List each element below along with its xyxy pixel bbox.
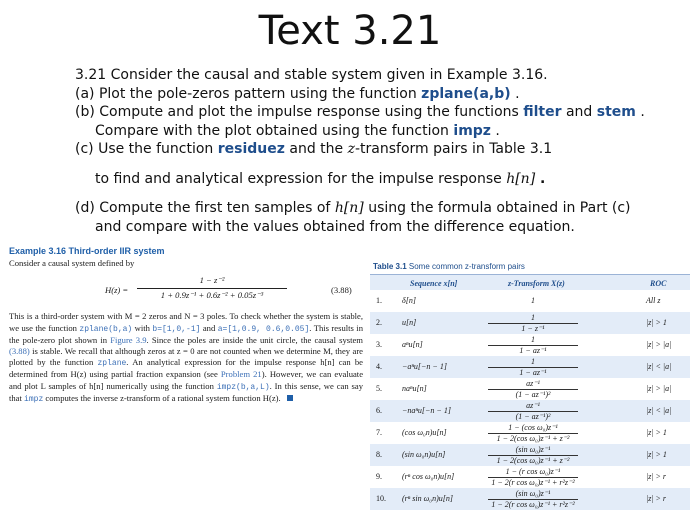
row-number: 2. (376, 318, 382, 327)
code-impz-call: impz(b,a,L) (216, 382, 270, 392)
code-b: b=[1,0,-1] (152, 324, 201, 334)
row-number: 8. (376, 450, 382, 459)
link-problem-21[interactable]: Problem 21 (220, 369, 262, 380)
part-c: (c) Use the function residuez and the z-transform pairs in Table 3.1 (75, 141, 553, 157)
table-row (370, 444, 690, 466)
code-a: a=[1,0.9, 0.6,0.05] (217, 324, 310, 334)
code-impz: impz (24, 394, 44, 404)
part-d-line2: and compare with the values obtained from the difference equation. (95, 218, 575, 235)
sequence-cell: −naⁿu[−n − 1] (402, 406, 451, 415)
transform-cell: 1 1 − z⁻¹ (488, 313, 578, 334)
roc-cell: |z| > 1 (646, 450, 667, 459)
sequence-cell: −aⁿu[−n − 1] (402, 362, 447, 371)
roc-cell: |z| > 1 (646, 428, 667, 437)
table-body (370, 290, 690, 510)
sequence-cell: (rⁿ cos ω₀n)u[n] (402, 472, 455, 481)
table-row (370, 356, 690, 378)
example-3-16 (9, 246, 363, 405)
sequence-cell: δ[n] (402, 296, 416, 305)
table-row (370, 334, 690, 356)
code-zplane-2: zplane (97, 359, 127, 369)
table-row (370, 290, 690, 312)
fn-residuez: residuez (217, 141, 285, 157)
header-transform: z-Transform X(z) (508, 279, 565, 288)
example-body: This is a third-order system with M = 2 zeros and N = 3 poles. To check whether the system is stable, we use the function zplane(b,a) with b=[1,0,-1] and a=[1,0.9, 0.6,0.05]. This results in the pole-zero plot shown in Figure 3.9. Since the poles are inside the unit circle, the causal system (3.88) is stable. We recall that although zeros at z = 0 are not counted when we determine M, they are plotted by the function zplane. An analytical expression for the impulse response h[n] can be determined from H(z) using partial fraction expansion (see Problem 21). However, we can evaluate and plot L samples of h[n] numerically using the function impz(b,a,L). In this sense, we can say that impz computes the inverse z-transform of a rational system function H(z). (9, 311, 364, 404)
row-number: 5. (376, 384, 382, 393)
equation-number: (3.88) (331, 285, 352, 296)
part-b: (b) Compute and plot the impulse response using the functions filter and stem . (75, 104, 645, 120)
link-eq-3-88[interactable]: (3.88) (9, 346, 30, 357)
part-d: (d) Compute the first ten samples of h[n] using the formula obtained in Part (c) (75, 200, 631, 216)
roc-cell: |z| < |a| (646, 362, 672, 371)
roc-cell: |z| > |a| (646, 340, 672, 349)
row-number: 6. (376, 406, 382, 415)
transform-cell: 1 1 − az⁻¹ (488, 357, 578, 378)
sequence-cell: (cos ω₀n)u[n] (402, 428, 447, 437)
table-row (370, 400, 690, 422)
roc-cell: |z| > r (646, 472, 667, 481)
transform-cell: 1 − (r cos ω₀)z⁻¹ 1 − 2(r cos ω₀)z⁻¹ + r²z⁻² (488, 467, 578, 488)
table-row (370, 488, 690, 510)
fn-zplane: zplane(a,b) (421, 85, 511, 102)
header-sequence: Sequence x[n] (410, 279, 458, 288)
table-row (370, 378, 690, 400)
equation-fraction (137, 275, 287, 300)
example-intro: Consider a causal system defined by (9, 258, 135, 269)
equation-lhs: H(z) = (105, 285, 129, 296)
sequence-cell: u[n] (402, 318, 417, 327)
roc-cell: |z| > |a| (646, 384, 672, 393)
row-number: 10. (376, 494, 386, 503)
table-row (370, 466, 690, 488)
table-header (370, 274, 690, 290)
code-zplane: zplane(b,a) (79, 324, 133, 334)
roc-cell: |z| > 1 (646, 318, 667, 327)
link-figure-3-9[interactable]: Figure 3.9 (110, 334, 147, 345)
slide-title: Text 3.21 (258, 8, 442, 54)
transform-cell: (sin ω₀)z⁻¹ 1 − 2(cos ω₀)z⁻¹ + z⁻² (488, 445, 578, 466)
header-roc: ROC (650, 279, 667, 288)
sequence-cell: (sin ω₀n)u[n] (402, 450, 446, 459)
transform-cell: 1 (531, 296, 535, 305)
sequence-cell: (rⁿ sin ω₀n)u[n] (402, 494, 453, 503)
sequence-cell: naⁿu[n] (402, 384, 427, 393)
equation-numerator: 1 − z⁻² (137, 275, 287, 288)
equation-3-88 (9, 275, 363, 309)
row-number: 4. (376, 362, 382, 371)
transform-cell: az⁻¹ (1 − az⁻¹)² (488, 379, 578, 400)
roc-cell: All z (646, 296, 661, 305)
transform-cell: (sin ω₀)z⁻¹ 1 − 2(r cos ω₀)z⁻¹ + r²z⁻² (488, 489, 578, 510)
part-b-line2: Compare with the plot obtained using the function impz . (95, 122, 500, 139)
transform-cell: 1 1 − az⁻¹ (488, 335, 578, 356)
fn-stem: stem (596, 104, 636, 120)
problem-intro: 3.21 Consider the causal and stable system given in Example 3.16. (75, 67, 548, 83)
roc-cell: |z| < |a| (646, 406, 672, 415)
roc-cell: |z| > r (646, 494, 667, 503)
fn-filter: filter (523, 104, 562, 120)
ztransform-table (370, 262, 690, 510)
example-heading: Example 3.16 Third-order IIR system (9, 246, 165, 256)
row-number: 3. (376, 340, 382, 349)
row-number: 7. (376, 428, 382, 437)
problem-statement (75, 66, 675, 236)
equation-denominator: 1 + 0.9z⁻¹ + 0.6z⁻² + 0.05z⁻³ (160, 289, 264, 300)
table-row (370, 422, 690, 444)
transform-cell: az⁻¹ (1 − az⁻¹)² (488, 401, 578, 422)
end-of-example-mark (287, 395, 293, 401)
transform-cell: 1 − (cos ω₀)z⁻¹ 1 − 2(cos ω₀)z⁻¹ + z⁻² (488, 423, 578, 444)
part-c-line2: to find and analytical expression for the impulse response h[n] . (95, 170, 546, 187)
table-caption: Table 3.1 Some common z-transform pairs (373, 262, 525, 271)
fn-impz: impz (453, 122, 491, 139)
row-number: 1. (376, 296, 382, 305)
table-row (370, 312, 690, 334)
part-a: (a) Plot the pole-zeros pattern using the function zplane(a,b) . (75, 85, 520, 102)
sequence-cell: aⁿu[n] (402, 340, 423, 349)
row-number: 9. (376, 472, 382, 481)
